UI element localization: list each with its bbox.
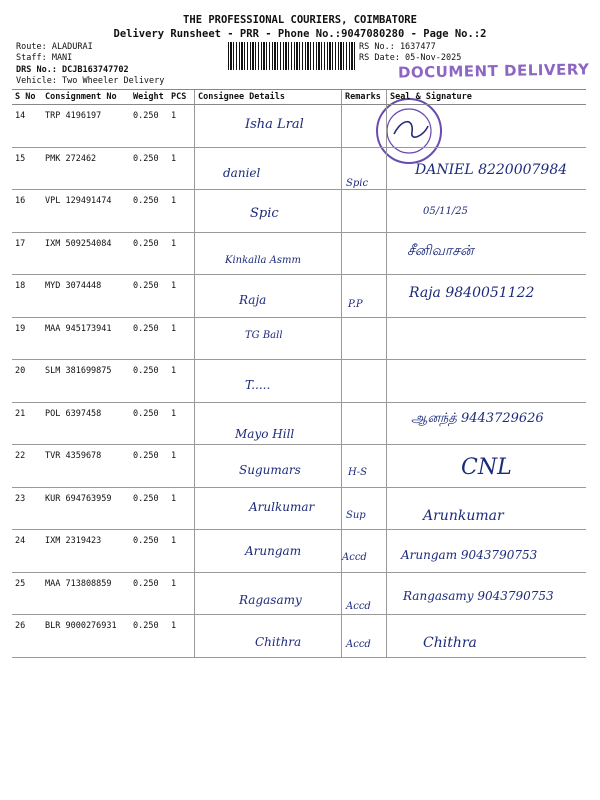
row-signature-cell (387, 487, 587, 530)
barcode (228, 42, 356, 70)
document-delivery-stamp: DOCUMENT DELIVERY (397, 60, 590, 82)
row-consignee-cell (195, 530, 342, 573)
row-signature-handwriting: Arungam 9043790753 (401, 548, 538, 562)
row-sno: 19 (12, 317, 42, 360)
row-pcs: 1 (168, 232, 195, 275)
vehicle-label: Vehicle: Two Wheeler Delivery (16, 76, 165, 86)
row-sno: 18 (12, 275, 42, 318)
rs-date: RS Date: 05-Nov-2025 (359, 53, 462, 63)
row-signature-cell (387, 105, 587, 148)
row-consignment-no: SLM 381699875 (42, 360, 130, 403)
row-pcs: 1 (168, 360, 195, 403)
row-weight: 0.250 (130, 317, 168, 360)
row-remarks-cell (342, 572, 387, 615)
row-consignee-handwriting: daniel (223, 165, 261, 180)
row-pcs: 1 (168, 572, 195, 615)
row-signature-cell (387, 147, 587, 190)
row-remarks-cell (342, 105, 387, 148)
row-weight: 0.250 (130, 487, 168, 530)
row-signature-cell (387, 615, 587, 658)
row-consignment-no: PMK 272462 (42, 147, 130, 190)
route-label: Route: ALADURAI (16, 42, 93, 52)
row-pcs: 1 (168, 615, 195, 658)
row-consignee-cell (195, 317, 342, 360)
row-remarks-cell (342, 147, 387, 190)
row-signature-cell (387, 275, 587, 318)
row-weight: 0.250 (130, 105, 168, 148)
table-row (12, 487, 586, 530)
row-weight: 0.250 (130, 530, 168, 573)
row-remarks-cell (342, 360, 387, 403)
col-remarks: Remarks (342, 90, 387, 105)
row-consignee-cell (195, 445, 342, 488)
row-weight: 0.250 (130, 360, 168, 403)
table-row (12, 360, 586, 403)
row-pcs: 1 (168, 275, 195, 318)
row-signature-handwriting: Raja 9840051122 (409, 285, 535, 301)
row-consignment-no: MAA 945173941 (42, 317, 130, 360)
row-signature-cell (387, 232, 587, 275)
table-row (12, 445, 586, 488)
row-consignment-no: BLR 9000276931 (42, 615, 130, 658)
row-signature-handwriting: DANIEL 8220007984 (415, 161, 568, 178)
row-sno: 21 (12, 402, 42, 445)
row-consignee-cell (195, 487, 342, 530)
row-consignee-handwriting: T..... (245, 378, 271, 392)
row-sno: 25 (12, 572, 42, 615)
row-remarks-handwriting: Accd (346, 600, 371, 612)
row-pcs: 1 (168, 487, 195, 530)
row-sno: 26 (12, 615, 42, 658)
row-weight: 0.250 (130, 232, 168, 275)
table-row (12, 317, 586, 360)
row-signature-handwriting: CNL (461, 455, 512, 480)
row-signature-cell (387, 530, 587, 573)
staff-label: Staff: MANI (16, 53, 73, 63)
row-remarks-cell (342, 317, 387, 360)
runsheet-subtitle: Delivery Runsheet - PRR - Phone No.:9047080280 - Page No.:2 (113, 28, 487, 40)
row-remarks-cell (342, 190, 387, 233)
row-remarks-cell (342, 232, 387, 275)
table-row (12, 105, 586, 148)
row-signature-handwriting: Chithra (423, 635, 477, 651)
row-remarks-handwriting: H-S (348, 467, 367, 478)
row-signature-handwriting: Rangasamy 9043790753 (403, 588, 554, 603)
row-signature-cell (387, 190, 587, 233)
row-consignment-no: MYD 3074448 (42, 275, 130, 318)
row-sno: 17 (12, 232, 42, 275)
row-pcs: 1 (168, 445, 195, 488)
row-consignee-cell (195, 147, 342, 190)
row-consignee-handwriting: Arungam (245, 544, 302, 558)
row-consignee-handwriting: Spic (250, 206, 279, 221)
row-sno: 16 (12, 190, 42, 233)
row-weight: 0.250 (130, 190, 168, 233)
row-pcs: 1 (168, 530, 195, 573)
table-row (12, 147, 586, 190)
row-sno: 15 (12, 147, 42, 190)
col-consignee: Consignee Details (195, 90, 342, 105)
table-row (12, 572, 586, 615)
drs-number: DRS No.: DCJB163747702 (16, 65, 129, 75)
row-consignee-handwriting: Ragasamy (239, 592, 302, 607)
row-remarks-cell (342, 615, 387, 658)
row-remarks-cell (342, 487, 387, 530)
row-consignment-no: TVR 4359678 (42, 445, 130, 488)
row-remarks-handwriting: Spic (346, 177, 369, 189)
row-consignee-cell (195, 572, 342, 615)
row-remarks-cell (342, 402, 387, 445)
row-signature-handwriting: சீனிவாசன் (407, 242, 474, 259)
row-sno: 22 (12, 445, 42, 488)
table-row (12, 190, 586, 233)
table-row (12, 530, 586, 573)
row-sno: 14 (12, 105, 42, 148)
row-signature-cell (387, 572, 587, 615)
row-weight: 0.250 (130, 445, 168, 488)
row-consignee-cell (195, 402, 342, 445)
col-consignment: Consignment No (42, 90, 130, 105)
row-remarks-cell (342, 275, 387, 318)
row-remarks-cell (342, 530, 387, 573)
table-header-row (12, 90, 586, 105)
col-pcs: PCS (168, 90, 195, 105)
row-signature-handwriting: ஆனந்த் 9443729626 (411, 410, 544, 426)
row-pcs: 1 (168, 190, 195, 233)
row-remarks-cell (342, 445, 387, 488)
row-consignment-no: MAA 713808859 (42, 572, 130, 615)
row-consignment-no: TRP 4196197 (42, 105, 130, 148)
row-remarks-handwriting: Accd (346, 639, 371, 650)
row-consignment-no: IXM 2319423 (42, 530, 130, 573)
row-consignee-cell (195, 190, 342, 233)
row-weight: 0.250 (130, 572, 168, 615)
row-consignee-cell (195, 360, 342, 403)
row-signature-cell (387, 402, 587, 445)
row-consignment-no: IXM 509254084 (42, 232, 130, 275)
row-remarks-handwriting: Sup (346, 509, 366, 521)
row-signature-cell (387, 445, 587, 488)
row-consignment-no: KUR 694763959 (42, 487, 130, 530)
row-pcs: 1 (168, 147, 195, 190)
row-sno: 20 (12, 360, 42, 403)
row-consignee-handwriting: Raja (239, 293, 267, 307)
row-signature-handwriting: Arunkumar (423, 507, 504, 524)
row-weight: 0.250 (130, 275, 168, 318)
row-weight: 0.250 (130, 402, 168, 445)
row-weight: 0.250 (130, 615, 168, 658)
row-pcs: 1 (168, 105, 195, 148)
row-consignee-handwriting: Chithra (255, 635, 302, 649)
row-remarks-handwriting: Accd (342, 552, 367, 563)
row-consignee-cell (195, 232, 342, 275)
row-consignee-handwriting: Isha Lral (245, 117, 304, 132)
row-consignee-cell (195, 275, 342, 318)
row-weight: 0.250 (130, 147, 168, 190)
rs-number: RS No.: 1637477 (359, 42, 436, 52)
row-consignment-no: VPL 129491474 (42, 190, 130, 233)
col-signature: Seal & Signature (387, 90, 587, 105)
row-sno: 23 (12, 487, 42, 530)
row-signature-handwriting: 05/11/25 (423, 206, 468, 217)
row-consignee-handwriting: Arulkumar (249, 499, 315, 514)
table-row (12, 402, 586, 445)
col-weight: Weight (130, 90, 168, 105)
row-consignee-cell (195, 105, 342, 148)
runsheet-table (12, 89, 586, 658)
company-title: THE PROFESSIONAL COURIERS, COIMBATORE (183, 14, 417, 26)
table-row (12, 232, 586, 275)
row-sno: 24 (12, 530, 42, 573)
table-row (12, 615, 586, 658)
row-pcs: 1 (168, 402, 195, 445)
row-consignment-no: POL 6397458 (42, 402, 130, 445)
row-consignee-handwriting: Mayo Hill (235, 426, 295, 441)
row-consignee-handwriting: TG Ball (245, 329, 283, 341)
row-consignee-cell (195, 615, 342, 658)
col-sno: S No (12, 90, 42, 105)
row-consignee-handwriting: Kinkalla Asmm (225, 254, 301, 266)
table-row (12, 275, 586, 318)
row-pcs: 1 (168, 317, 195, 360)
row-remarks-handwriting: P.P (348, 299, 363, 310)
row-signature-cell (387, 317, 587, 360)
row-signature-cell (387, 360, 587, 403)
row-consignee-handwriting: Sugumars (239, 463, 301, 477)
